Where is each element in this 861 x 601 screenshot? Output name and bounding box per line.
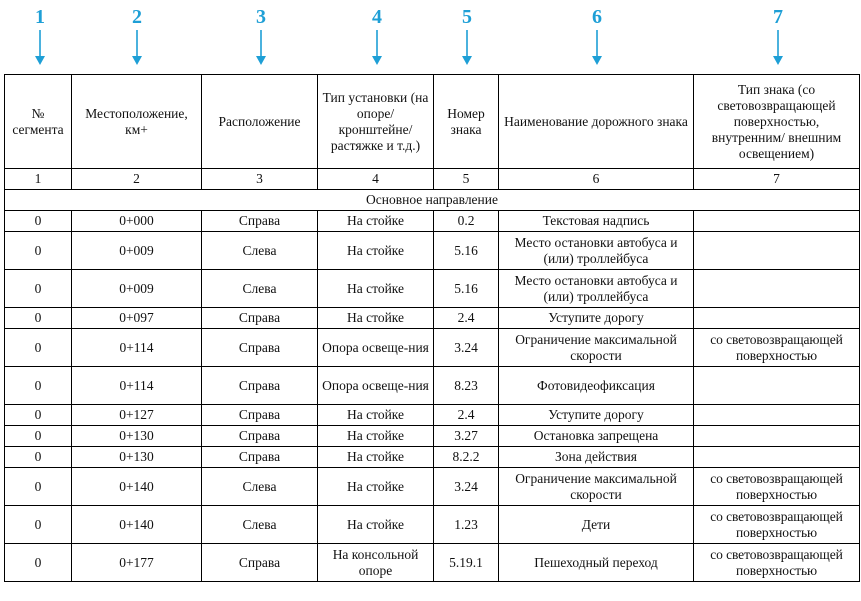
cell-sign-name: Дети <box>499 506 694 544</box>
arrow-down-icon <box>34 30 46 66</box>
cell-location: 0+140 <box>72 506 202 544</box>
cell-sign-type: со световозвращающей поверхностью <box>694 329 860 367</box>
column-number: 1 <box>5 169 72 190</box>
arrow-down-icon <box>371 30 383 66</box>
cell-location: 0+114 <box>72 329 202 367</box>
column-marker-2 <box>122 6 152 66</box>
cell-sign-name: Место остановки автобуса и (или) троллейбуса <box>499 232 694 270</box>
cell-segment: 0 <box>5 211 72 232</box>
cell-location: 0+177 <box>72 544 202 582</box>
cell-sign-number: 5.16 <box>434 232 499 270</box>
cell-sign-type: со световозвращающей поверхностью <box>694 468 860 506</box>
cell-sign-number: 0.2 <box>434 211 499 232</box>
table-row <box>5 308 860 329</box>
column-marker-4 <box>362 6 392 66</box>
cell-sign-number: 5.19.1 <box>434 544 499 582</box>
cell-segment: 0 <box>5 232 72 270</box>
cell-sign-name: Текстовая надпись <box>499 211 694 232</box>
arrow-down-icon <box>772 30 784 66</box>
table-row <box>5 447 860 468</box>
cell-mount-type: На стойке <box>318 426 434 447</box>
table-row <box>5 405 860 426</box>
cell-sign-name: Уступите дорогу <box>499 405 694 426</box>
cell-side: Справа <box>202 308 318 329</box>
column-marker-number: 3 <box>256 6 266 28</box>
cell-segment: 0 <box>5 426 72 447</box>
column-number: 7 <box>694 169 860 190</box>
cell-side: Слева <box>202 506 318 544</box>
header-sign-name: Наименование дорожного знака <box>499 75 694 169</box>
cell-sign-name: Уступите дорогу <box>499 308 694 329</box>
cell-side: Слева <box>202 270 318 308</box>
header-segment: № сегмента <box>5 75 72 169</box>
cell-sign-type: со световозвращающей поверхностью <box>694 506 860 544</box>
cell-side: Справа <box>202 426 318 447</box>
cell-segment: 0 <box>5 468 72 506</box>
arrow-down-icon <box>591 30 603 66</box>
cell-sign-name: Фотовидеофиксация <box>499 367 694 405</box>
column-number-row <box>5 169 860 190</box>
cell-location: 0+140 <box>72 468 202 506</box>
cell-location: 0+130 <box>72 426 202 447</box>
column-marker-number: 2 <box>132 6 142 28</box>
cell-side: Справа <box>202 211 318 232</box>
column-marker-number: 7 <box>773 6 783 28</box>
table-row <box>5 367 860 405</box>
column-marker-6 <box>582 6 612 66</box>
cell-side: Справа <box>202 405 318 426</box>
cell-sign-type: со световозвращающей поверхностью <box>694 544 860 582</box>
cell-side: Слева <box>202 232 318 270</box>
cell-segment: 0 <box>5 405 72 426</box>
column-marker-7 <box>763 6 793 66</box>
arrow-down-icon <box>131 30 143 66</box>
cell-sign-type <box>694 447 860 468</box>
column-marker-number: 4 <box>372 6 382 28</box>
cell-mount-type: Опора освеще-ния <box>318 367 434 405</box>
section-title: Основное направление <box>5 190 860 211</box>
cell-location: 0+114 <box>72 367 202 405</box>
cell-sign-name: Место остановки автобуса и (или) троллейбуса <box>499 270 694 308</box>
header-sign-number: Номер знака <box>434 75 499 169</box>
cell-sign-name: Зона действия <box>499 447 694 468</box>
table-row <box>5 426 860 447</box>
cell-location: 0+130 <box>72 447 202 468</box>
cell-side: Справа <box>202 367 318 405</box>
cell-mount-type: На стойке <box>318 270 434 308</box>
section-row <box>5 190 860 211</box>
cell-sign-number: 5.16 <box>434 270 499 308</box>
cell-segment: 0 <box>5 544 72 582</box>
header-sign-type: Тип знака (со световозвращающей поверхностью, внутренним/ внешним освещением) <box>694 75 860 169</box>
cell-side: Справа <box>202 329 318 367</box>
cell-segment: 0 <box>5 447 72 468</box>
cell-sign-number: 3.24 <box>434 329 499 367</box>
column-markers <box>0 0 861 74</box>
cell-segment: 0 <box>5 270 72 308</box>
column-number: 4 <box>318 169 434 190</box>
column-number: 3 <box>202 169 318 190</box>
cell-sign-type <box>694 367 860 405</box>
header-side: Расположение <box>202 75 318 169</box>
cell-location: 0+127 <box>72 405 202 426</box>
cell-segment: 0 <box>5 367 72 405</box>
cell-sign-number: 3.27 <box>434 426 499 447</box>
cell-location: 0+009 <box>72 270 202 308</box>
cell-sign-number: 3.24 <box>434 468 499 506</box>
cell-mount-type: На стойке <box>318 308 434 329</box>
cell-mount-type: На стойке <box>318 405 434 426</box>
cell-sign-type <box>694 426 860 447</box>
table-row <box>5 232 860 270</box>
table-row <box>5 211 860 232</box>
cell-mount-type: Опора освеще-ния <box>318 329 434 367</box>
table-row <box>5 468 860 506</box>
column-marker-number: 1 <box>35 6 45 28</box>
cell-mount-type: На стойке <box>318 468 434 506</box>
cell-location: 0+097 <box>72 308 202 329</box>
cell-mount-type: На стойке <box>318 232 434 270</box>
cell-sign-name: Остановка запрещена <box>499 426 694 447</box>
cell-sign-number: 1.23 <box>434 506 499 544</box>
column-number: 2 <box>72 169 202 190</box>
cell-sign-name: Ограничение максимальной скорости <box>499 468 694 506</box>
cell-sign-number: 2.4 <box>434 405 499 426</box>
header-location: Местоположение, км+ <box>72 75 202 169</box>
column-marker-1 <box>25 6 55 66</box>
table-row <box>5 544 860 582</box>
column-marker-5 <box>452 6 482 66</box>
arrow-down-icon <box>461 30 473 66</box>
road-signs-table <box>4 74 860 582</box>
cell-sign-number: 8.2.2 <box>434 447 499 468</box>
cell-sign-name: Ограничение максимальной скорости <box>499 329 694 367</box>
column-marker-number: 6 <box>592 6 602 28</box>
column-number: 6 <box>499 169 694 190</box>
column-marker-3 <box>246 6 276 66</box>
cell-sign-number: 8.23 <box>434 367 499 405</box>
cell-sign-type <box>694 405 860 426</box>
table-header-row <box>5 75 860 169</box>
cell-segment: 0 <box>5 329 72 367</box>
cell-mount-type: На стойке <box>318 447 434 468</box>
table-row <box>5 506 860 544</box>
column-marker-number: 5 <box>462 6 472 28</box>
cell-side: Справа <box>202 544 318 582</box>
cell-mount-type: На консольной опоре <box>318 544 434 582</box>
cell-side: Слева <box>202 468 318 506</box>
cell-sign-type <box>694 270 860 308</box>
cell-sign-name: Пешеходный переход <box>499 544 694 582</box>
column-number: 5 <box>434 169 499 190</box>
arrow-down-icon <box>255 30 267 66</box>
cell-segment: 0 <box>5 506 72 544</box>
table-row <box>5 329 860 367</box>
table-row <box>5 270 860 308</box>
cell-location: 0+009 <box>72 232 202 270</box>
cell-segment: 0 <box>5 308 72 329</box>
cell-mount-type: На стойке <box>318 506 434 544</box>
cell-sign-number: 2.4 <box>434 308 499 329</box>
cell-mount-type: На стойке <box>318 211 434 232</box>
cell-sign-type <box>694 232 860 270</box>
cell-sign-type <box>694 308 860 329</box>
cell-sign-type <box>694 211 860 232</box>
header-mount-type: Тип установки (на опоре/ кронштейне/ растяжке и т.д.) <box>318 75 434 169</box>
cell-side: Справа <box>202 447 318 468</box>
cell-location: 0+000 <box>72 211 202 232</box>
